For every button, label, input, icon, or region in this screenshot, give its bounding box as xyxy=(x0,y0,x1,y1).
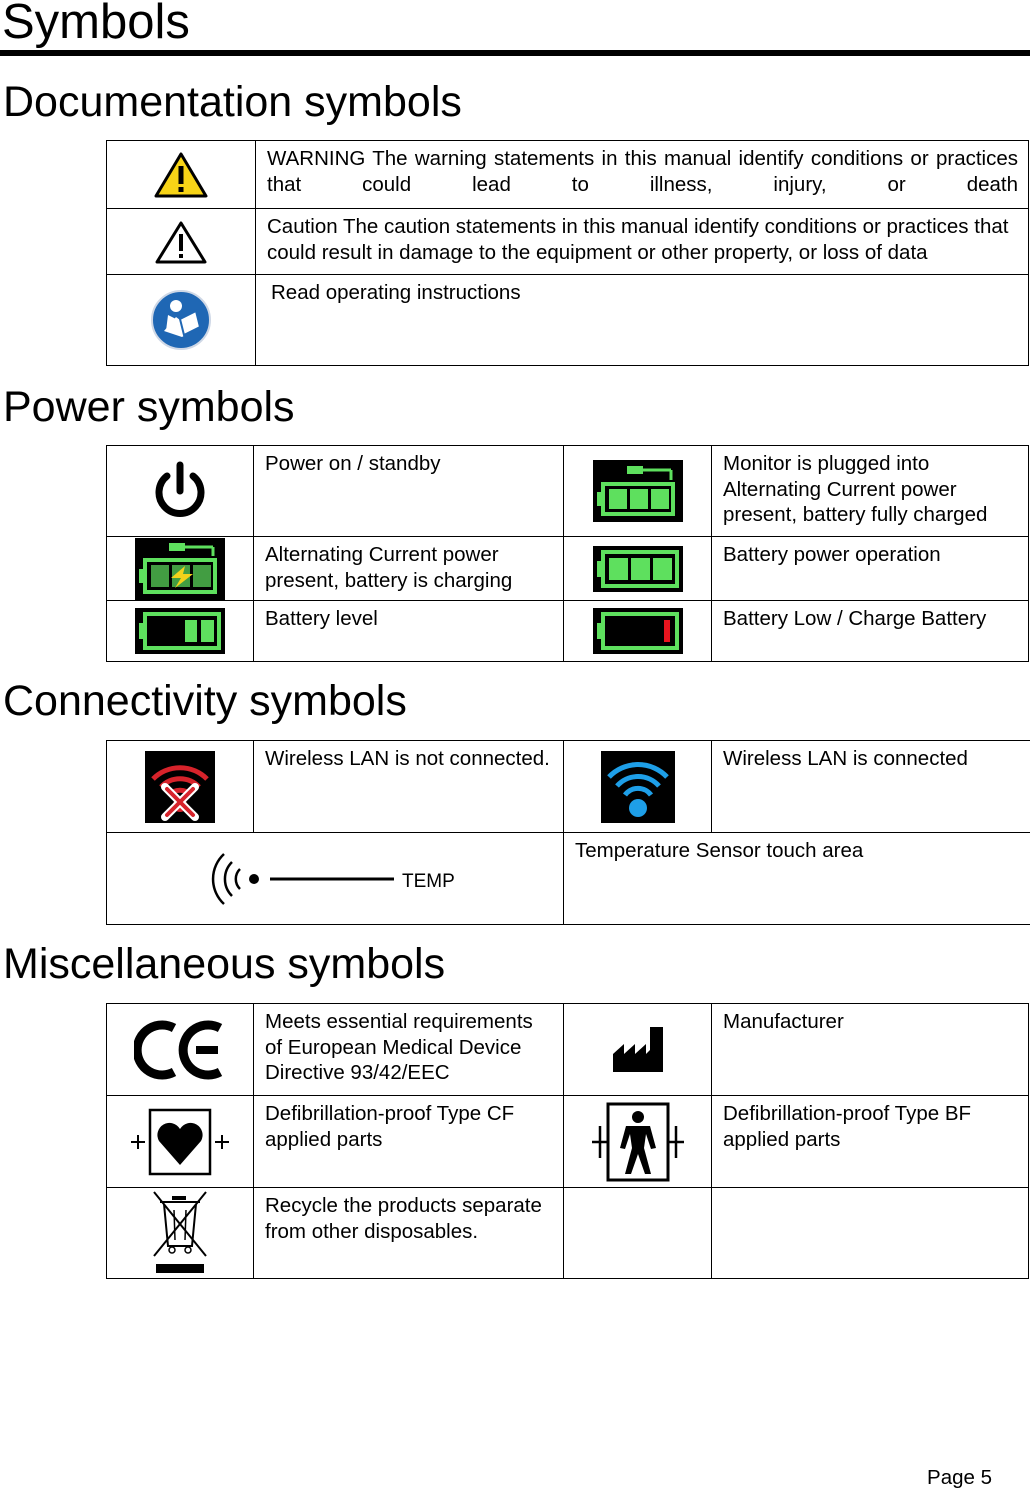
icon-cell xyxy=(107,833,564,925)
icon-cell xyxy=(107,741,254,833)
icon-cell xyxy=(107,1096,254,1188)
battery-level-description: Battery level xyxy=(254,601,564,662)
table-row xyxy=(107,1096,1029,1188)
icon-cell xyxy=(107,1188,254,1279)
empty-description-cell xyxy=(712,1188,1029,1279)
table-row xyxy=(107,209,1029,275)
battery-plugged-full-icon xyxy=(593,460,683,522)
documentation-table xyxy=(106,140,1029,366)
icon-cell xyxy=(564,1096,712,1188)
connectivity-heading: Connectivity symbols xyxy=(3,677,407,725)
icon-cell xyxy=(564,1004,712,1096)
title-rule xyxy=(0,50,1030,56)
power-heading: Power symbols xyxy=(3,383,295,431)
temp-sensor-description: Temperature Sensor touch area xyxy=(564,833,1030,925)
icon-cell xyxy=(564,537,712,601)
icon-cell xyxy=(564,601,712,662)
connectivity-table xyxy=(106,740,1030,925)
manufacturer-icon xyxy=(610,1024,666,1076)
battery-full-icon xyxy=(593,546,683,592)
icon-cell xyxy=(107,209,256,275)
battery-low-icon xyxy=(593,608,683,654)
power-standby-icon xyxy=(150,459,210,523)
table-row xyxy=(107,446,1029,537)
page-title: Symbols xyxy=(2,0,190,49)
wifi-connected-icon xyxy=(601,751,675,823)
table-row xyxy=(107,537,1029,601)
defib-bf-icon xyxy=(588,1100,688,1184)
icon-cell xyxy=(107,446,254,537)
table-row xyxy=(107,833,1030,925)
defib-bf-description: Defibrillation-proof Type BF applied parts xyxy=(712,1096,1029,1188)
read-instructions-description: Read operating instructions xyxy=(256,275,1029,366)
temp-sensor-icon xyxy=(210,846,460,912)
defib-cf-description: Defibrillation-proof Type CF applied parts xyxy=(254,1096,564,1188)
battery-level-icon xyxy=(135,608,225,654)
table-row xyxy=(107,1188,1029,1279)
page-number: Page 5 xyxy=(927,1466,992,1489)
caution-triangle-icon xyxy=(154,219,208,265)
defib-cf-icon xyxy=(129,1107,231,1177)
wifi-disconnected-icon xyxy=(145,751,215,823)
warning-description: WARNING The warning statements in this manual identify conditions or practices that could lead to illness, injury, or death xyxy=(256,141,1029,209)
icon-cell xyxy=(564,741,712,833)
read-instructions-icon xyxy=(150,289,212,351)
manufacturer-description: Manufacturer xyxy=(712,1004,1029,1096)
weee-recycle-icon xyxy=(150,1190,210,1276)
power-standby-description: Power on / standby xyxy=(254,446,564,537)
table-row xyxy=(107,275,1029,366)
caution-description: Caution The caution statements in this manual identify conditions or practices that could result in damage to the equipment or other property, or loss of data xyxy=(256,209,1029,275)
misc-table xyxy=(106,1003,1029,1279)
table-row xyxy=(107,141,1029,209)
documentation-heading: Documentation symbols xyxy=(3,78,462,126)
misc-heading: Miscellaneous symbols xyxy=(3,940,446,988)
icon-cell xyxy=(107,1004,254,1096)
table-row xyxy=(107,1004,1029,1096)
wifi-connected-description: Wireless LAN is connected xyxy=(712,741,1030,833)
temp-label: TEMP xyxy=(402,870,455,892)
wifi-disconnected-description: Wireless LAN is not connected. xyxy=(254,741,564,833)
empty-icon-cell xyxy=(564,1188,712,1279)
battery-low-description: Battery Low / Charge Battery xyxy=(712,601,1029,662)
recycle-description: Recycle the products separate from other disposables. xyxy=(254,1188,564,1279)
plugged-full-description: Monitor is plugged into Alternating Current power present, battery fully charged xyxy=(712,446,1029,537)
icon-cell xyxy=(107,275,256,366)
icon-cell xyxy=(107,537,254,601)
icon-cell xyxy=(564,446,712,537)
battery-operation-description: Battery power operation xyxy=(712,537,1029,601)
power-table xyxy=(106,445,1029,662)
ce-mark-icon xyxy=(134,1018,226,1082)
charging-description: Alternating Current power present, battery is charging xyxy=(254,537,564,601)
table-row xyxy=(107,601,1029,662)
icon-cell xyxy=(107,601,254,662)
ce-description: Meets essential requirements of European Medical Device Directive 93/42/EEC xyxy=(254,1004,564,1096)
table-row xyxy=(107,741,1030,833)
battery-charging-icon xyxy=(135,538,225,600)
warning-triangle-yellow-icon xyxy=(154,151,208,199)
icon-cell xyxy=(107,141,256,209)
